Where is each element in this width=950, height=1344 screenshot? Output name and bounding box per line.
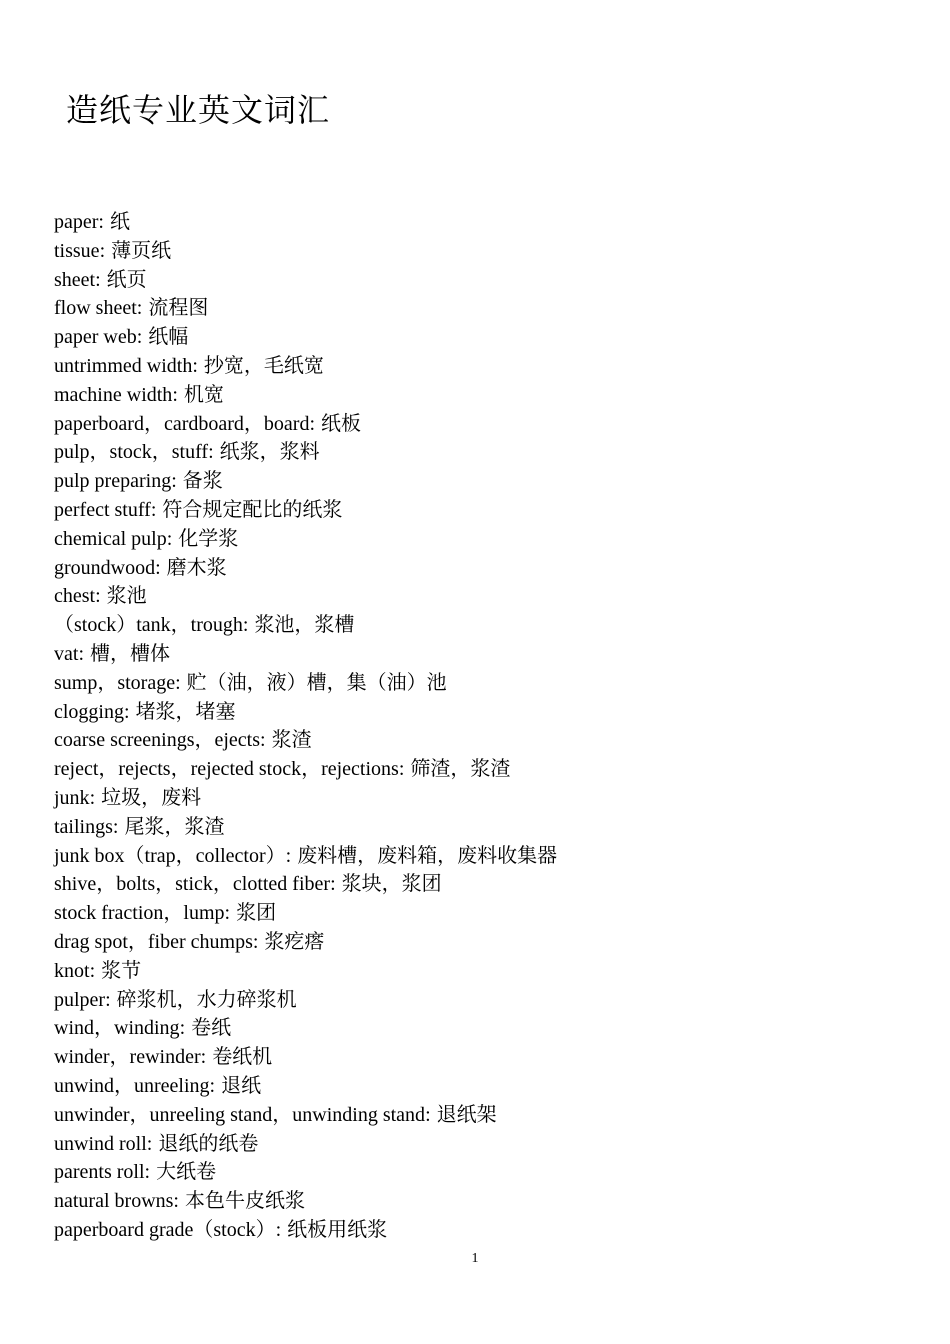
- glossary-term: shive，bolts，stick，clotted fiber: [54, 873, 331, 896]
- glossary-entry: [54, 1157, 914, 1186]
- glossary-translation: 尾浆，浆渣: [124, 813, 225, 838]
- glossary-entry: [54, 553, 914, 582]
- glossary-entry: [54, 956, 914, 985]
- glossary-translation: 浆节: [101, 957, 142, 982]
- glossary-term: unwind roll: [54, 1132, 147, 1155]
- term-separator: :: [200, 1046, 207, 1069]
- term-separator: :: [330, 873, 336, 896]
- term-separator: :: [95, 268, 101, 291]
- glossary-term: parents roll: [54, 1161, 145, 1184]
- glossary-term: flow sheet: [54, 297, 137, 320]
- glossary-entry: [54, 610, 914, 639]
- term-separator: :: [179, 1017, 186, 1040]
- glossary-entry: [54, 1129, 914, 1158]
- glossary-translation: 退纸的纸卷: [158, 1130, 259, 1155]
- glossary-term: chest: [54, 585, 96, 608]
- glossary-entry: [54, 466, 914, 495]
- glossary-term: wind，winding: [54, 1017, 180, 1040]
- glossary-list: [54, 207, 914, 1244]
- glossary-entry: [54, 1186, 914, 1215]
- glossary-translation: 纸: [109, 209, 130, 233]
- glossary-entry: [54, 1042, 914, 1071]
- glossary-translation: 碎浆机，水力碎浆机: [116, 986, 297, 1011]
- term-separator: :: [124, 700, 130, 723]
- glossary-entry: [54, 754, 914, 783]
- term-separator: :: [260, 729, 266, 752]
- term-separator: :: [136, 326, 143, 349]
- glossary-entry: [54, 351, 914, 380]
- glossary-translation: 垃圾，废料: [101, 784, 202, 809]
- glossary-entry: [54, 725, 914, 754]
- glossary-term: natural browns: [54, 1190, 174, 1213]
- glossary-translation: 纸幅: [148, 324, 189, 349]
- glossary-translation: 备浆: [182, 468, 223, 493]
- glossary-term: paper: [54, 211, 99, 233]
- glossary-translation: 流程图: [148, 295, 209, 320]
- glossary-term: pulp，stock，stuff: [54, 441, 209, 464]
- glossary-entry: [54, 898, 914, 927]
- glossary-entry: [54, 639, 914, 668]
- glossary-translation: 本色牛皮纸浆: [184, 1188, 305, 1213]
- glossary-entry: [54, 380, 914, 409]
- glossary-term: untrimmed width: [54, 354, 193, 377]
- glossary-translation: 浆池，浆槽: [254, 612, 355, 637]
- term-separator: :: [208, 441, 214, 464]
- term-separator: :: [98, 211, 104, 233]
- term-separator: :: [425, 1103, 431, 1126]
- glossary-term: junk box（trap，collector）: [54, 844, 286, 867]
- glossary-entry: [54, 293, 914, 322]
- glossary-translation: 槽，槽体: [90, 640, 170, 665]
- glossary-entry: [54, 322, 914, 351]
- term-separator: :: [95, 585, 101, 608]
- glossary-translation: 浆疙瘩: [264, 928, 325, 953]
- glossary-term: chemical pulp: [54, 527, 167, 550]
- glossary-term: sump，storage: [54, 671, 176, 694]
- glossary-translation: 机宽: [183, 381, 224, 406]
- term-separator: :: [146, 1132, 153, 1155]
- glossary-translation: 符合规定配比的纸浆: [162, 496, 343, 521]
- term-separator: :: [275, 1218, 282, 1241]
- glossary-translation: 纸板: [321, 410, 362, 435]
- glossary-translation: 堵浆，堵塞: [135, 698, 236, 723]
- term-separator: :: [209, 1074, 216, 1097]
- glossary-term: sheet: [54, 268, 96, 291]
- glossary-translation: 薄页纸: [111, 237, 172, 262]
- glossary-term: groundwood: [54, 556, 156, 579]
- glossary-translation: 浆池: [106, 583, 147, 608]
- glossary-entry: [54, 869, 914, 898]
- glossary-entry: [54, 1100, 914, 1129]
- glossary-term: paper web: [54, 326, 137, 349]
- glossary-translation: 卷纸: [191, 1015, 232, 1040]
- term-separator: :: [309, 412, 316, 435]
- glossary-translation: 纸浆，浆料: [219, 439, 320, 464]
- term-separator: :: [252, 930, 259, 953]
- glossary-term: pulper: [54, 988, 106, 1011]
- glossary-term: clogging: [54, 700, 124, 723]
- term-separator: :: [105, 988, 111, 1011]
- glossary-translation: 卷纸机: [212, 1044, 273, 1069]
- glossary-translation: 退纸: [221, 1072, 262, 1097]
- term-separator: :: [150, 498, 157, 521]
- glossary-entry: [54, 524, 914, 553]
- term-separator: :: [89, 786, 96, 809]
- glossary-translation: 纸页: [106, 266, 147, 291]
- glossary-translation: 浆团: [236, 900, 277, 925]
- glossary-term: machine width: [54, 383, 173, 406]
- glossary-term: （stock）tank，trough: [54, 614, 243, 637]
- glossary-entry: [54, 495, 914, 524]
- glossary-entry: [54, 1071, 914, 1100]
- glossary-entry: [54, 1215, 914, 1244]
- glossary-term: coarse screenings，ejects: [54, 729, 261, 752]
- glossary-entry: [54, 409, 914, 438]
- term-separator: :: [285, 844, 292, 867]
- term-separator: :: [99, 239, 106, 262]
- glossary-entry: [54, 265, 914, 294]
- term-separator: :: [172, 383, 178, 406]
- term-separator: :: [78, 642, 84, 665]
- glossary-translation: 磨木浆: [166, 554, 227, 579]
- glossary-translation: 大纸卷: [156, 1159, 217, 1184]
- glossary-term: winder，rewinder: [54, 1046, 201, 1069]
- glossary-translation: 浆块，浆团: [341, 871, 442, 896]
- glossary-term: reject，rejects，rejected stock，rejections: [54, 758, 399, 781]
- glossary-entry: [54, 985, 914, 1014]
- term-separator: :: [155, 556, 161, 579]
- term-separator: :: [224, 902, 231, 925]
- glossary-translation: 废料槽，废料箱，废料收集器: [297, 842, 558, 867]
- term-separator: :: [136, 297, 143, 320]
- glossary-term: paperboard，cardboard，board: [54, 412, 310, 435]
- term-separator: :: [112, 815, 119, 838]
- glossary-translation: 浆渣: [271, 727, 312, 752]
- term-separator: :: [166, 527, 173, 550]
- glossary-term: unwinder，unreeling stand，unwinding stand: [54, 1103, 426, 1126]
- glossary-entry: [54, 841, 914, 870]
- glossary-entry: [54, 783, 914, 812]
- page-number: 1: [471, 1251, 479, 1266]
- glossary-term: knot: [54, 959, 90, 982]
- term-separator: :: [89, 959, 96, 982]
- glossary-term: vat: [54, 642, 79, 665]
- glossary-term: drag spot，fiber chumps: [54, 930, 253, 953]
- glossary-translation: 筛渣，浆渣: [410, 756, 511, 781]
- glossary-term: stock fraction，lump: [54, 902, 225, 925]
- glossary-entry: [54, 697, 914, 726]
- glossary-entry: [54, 437, 914, 466]
- term-separator: :: [242, 614, 249, 637]
- glossary-term: tailings: [54, 815, 113, 838]
- glossary-translation: 贮（油，液）槽，集（油）池: [186, 669, 447, 694]
- glossary-entry: [54, 1013, 914, 1042]
- glossary-entry: [54, 207, 914, 236]
- glossary-translation: 化学浆: [178, 525, 239, 550]
- glossary-term: perfect stuff: [54, 498, 151, 521]
- term-separator: :: [175, 671, 181, 694]
- glossary-translation: 抄宽，毛纸宽: [203, 352, 324, 377]
- glossary-entry: [54, 581, 914, 610]
- term-separator: :: [192, 354, 198, 377]
- glossary-translation: 纸板用纸浆: [287, 1216, 388, 1241]
- page-title: 造纸专业英文词汇: [66, 91, 331, 129]
- glossary-term: pulp preparing: [54, 470, 172, 493]
- glossary-translation: 退纸架: [436, 1101, 497, 1126]
- glossary-entry: [54, 236, 914, 265]
- glossary-term: junk: [54, 786, 90, 809]
- glossary-entry: [54, 812, 914, 841]
- term-separator: :: [398, 758, 405, 781]
- term-separator: :: [144, 1161, 151, 1184]
- glossary-term: paperboard grade（stock）: [54, 1218, 276, 1241]
- term-separator: :: [171, 470, 177, 493]
- glossary-term: tissue: [54, 239, 100, 262]
- glossary-entry: [54, 927, 914, 956]
- term-separator: :: [173, 1190, 179, 1213]
- glossary-entry: [54, 668, 914, 697]
- glossary-term: unwind，unreeling: [54, 1074, 210, 1097]
